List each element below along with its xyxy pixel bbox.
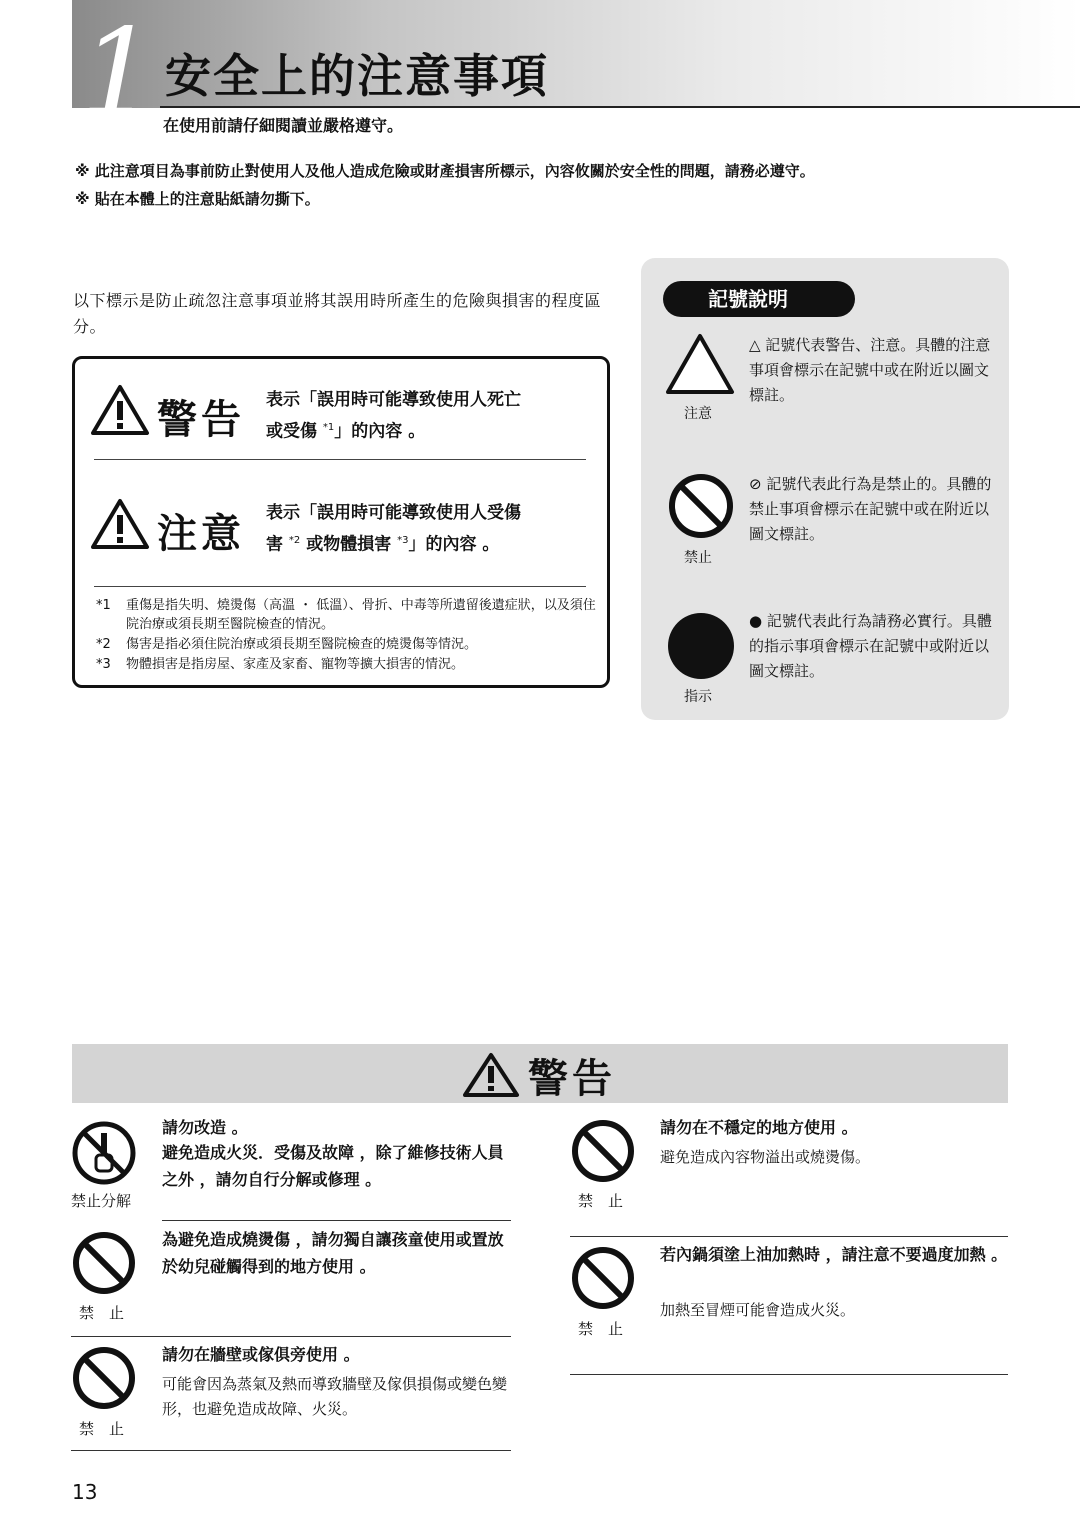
header-rule: [160, 106, 1080, 108]
chapter-number: 1: [80, 4, 157, 143]
item-title: 請勿在牆壁或傢俱旁使用 。: [162, 1345, 360, 1364]
page-number: 13: [72, 1480, 98, 1504]
legend-description: ⊘ 記號代表此行為是禁止的。具體的禁止事項會標示在記號中或在附近以圖文標註。: [749, 475, 992, 543]
legend-symbol-label: 禁止: [684, 550, 712, 566]
legend-symbol-label: 注意: [684, 406, 712, 422]
footnote-text: 重傷是指失明、燒燙傷（高溫 ・ 低溫）、骨折、中毒等所遺留後遺症狀，以及須住院治療或須長期至醫院檢查的情況。: [126, 598, 596, 632]
legend-description: △ 記號代表警告、注意。具體的注意事項會標示在記號中或在附近以圖文標註。: [749, 336, 991, 404]
divider: [94, 459, 586, 460]
caution-label: 注意: [157, 511, 245, 557]
warning-label: 警告: [157, 397, 245, 443]
item-title: 請勿改造 。: [162, 1118, 248, 1137]
note-1: ※ 此注意項目為事前防止對使用人及他人造成危險或財產損害所標示，內容攸關於安全性的問題，請務必遵守。: [75, 162, 815, 180]
warning-banner-label: 警告: [528, 1056, 616, 1102]
legend-description: ● 記號代表此行為請務必實行。具體的指示事項會標示在記號中或附近以圖文標註。: [749, 612, 992, 680]
legend-title: 記號說明: [663, 281, 855, 317]
warning-triangle-icon: [462, 1052, 520, 1098]
warning-description: 表示「誤用時可能導致使用人死亡 或受傷 $^{*1}$」的內容 。: [266, 390, 521, 442]
item-body: 加熱至冒煙可能會造成火災。: [660, 1301, 856, 1319]
mandatory-icon: [667, 612, 735, 680]
prohibited-icon: [570, 1245, 636, 1311]
footnote-text: 傷害是指必須住院治療或須長期至醫院檢查的燒燙傷等情況。: [126, 637, 478, 652]
footnote-mark: *3: [96, 657, 111, 672]
divider: [71, 1450, 511, 1451]
no-disassembly-icon: [71, 1120, 137, 1186]
legend-symbol-label: 指示: [684, 689, 712, 705]
divider: [94, 586, 586, 587]
item-body: 避免造成內容物溢出或燒燙傷。: [660, 1148, 871, 1166]
caution-description: 表示「誤用時可能導致使用人受傷 害 $^{*2}$ 或物體損害 $^{*3}$」的內容 。: [266, 503, 521, 555]
warning-triangle-icon: [90, 384, 150, 436]
divider: [162, 1220, 511, 1221]
prohibited-icon: [71, 1230, 137, 1296]
item-title: 為避免造成燒燙傷 ，請勿獨自讓孩童使用或置放於幼兒碰觸得到的地方使用 。: [162, 1230, 504, 1276]
icon-label: 禁 止: [79, 1420, 125, 1438]
divider: [71, 1336, 511, 1337]
prohibited-icon: [570, 1118, 636, 1184]
page-subtitle: 在使用前請仔細閱讀並嚴格遵守。: [163, 116, 404, 135]
footnote-mark: *1: [96, 598, 111, 613]
item-title: 若內鍋須塗上油加熱時 ，請注意不要過度加熱 。: [660, 1245, 1008, 1264]
caution-triangle-icon: [90, 498, 150, 550]
footnote-mark: *2: [96, 637, 111, 652]
item-body: 可能會因為蒸氣及熱而導致牆壁及傢俱損傷或變色變形，也避免造成故障、火災。: [162, 1375, 508, 1418]
icon-label: 禁 止: [578, 1320, 624, 1338]
divider: [570, 1236, 1008, 1237]
item-title: 請勿在不穩定的地方使用 。: [660, 1118, 858, 1137]
icon-label: 禁 止: [79, 1304, 125, 1322]
divider: [570, 1374, 1008, 1375]
prohibited-icon: [667, 472, 735, 540]
note-2: ※ 貼在本體上的注意貼紙請勿撕下。: [75, 190, 320, 208]
intro-text: 以下標示是防止疏忽注意事項並將其誤用時所產生的危險與損害的程度區分。: [73, 291, 602, 336]
page-title: 安全上的注意事項: [165, 49, 549, 103]
footnote-text: 物體損害是指房屋、家產及家畜、寵物等擴大損害的情況。: [126, 657, 465, 672]
caution-triangle-icon: [664, 331, 736, 397]
icon-label: 禁 止: [578, 1192, 624, 1210]
prohibited-icon: [71, 1345, 137, 1411]
icon-label: 禁止分解: [71, 1192, 132, 1210]
item-subtitle: 避免造成火災．受傷及故障 ，除了維修技術人員之外 ，請勿自行分解或修理 。: [162, 1143, 504, 1189]
